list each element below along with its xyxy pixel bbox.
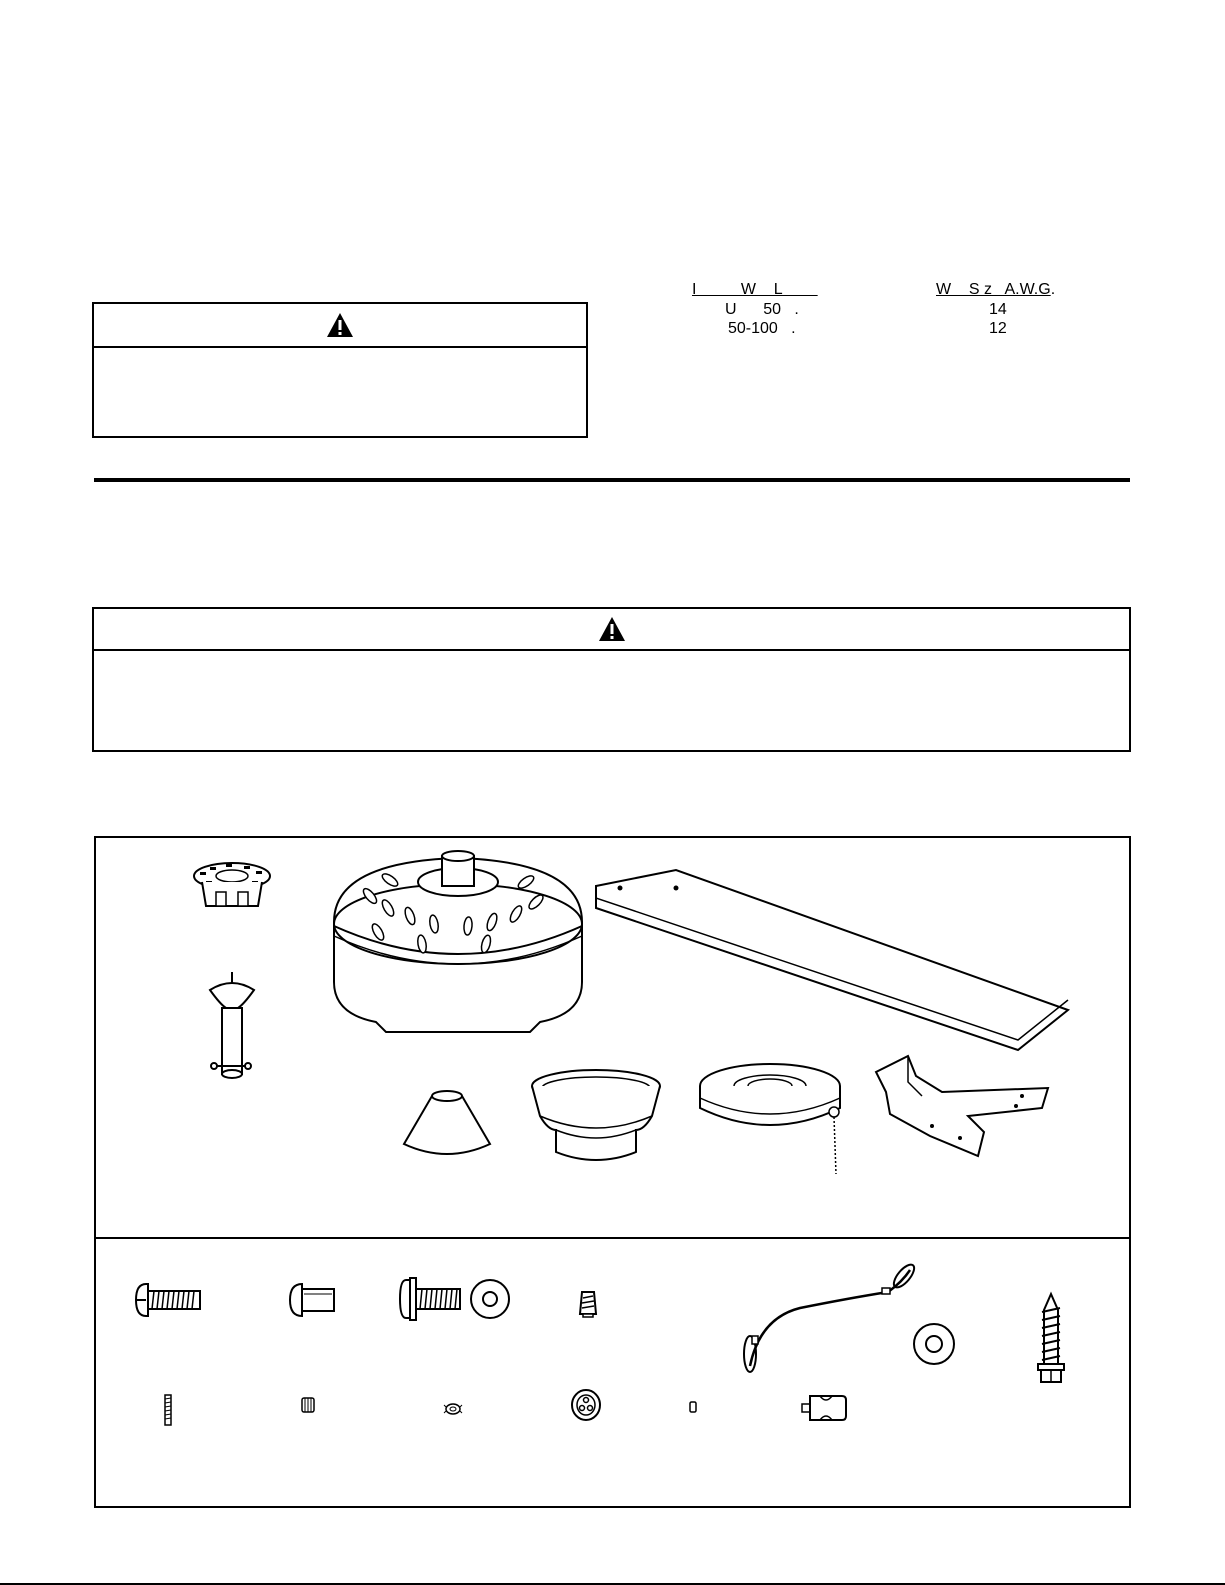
rivet-icon — [288, 1282, 338, 1318]
warning-box-top — [92, 302, 588, 438]
blade-screw-with-washer-icon — [398, 1274, 512, 1324]
pull-chain-connector-icon — [800, 1392, 848, 1424]
switch-housing-icon — [696, 1058, 850, 1176]
downrod-icon — [204, 972, 260, 1084]
wire-table-header-left — [692, 280, 818, 299]
mounting-bracket-icon — [192, 862, 272, 920]
wire-length-header: I W L — [692, 281, 818, 298]
flat-washer-icon — [912, 1322, 956, 1366]
screw-icon — [134, 1282, 204, 1318]
warning-triangle-icon — [326, 312, 354, 338]
wire-size-header: W S z A.W.G — [936, 281, 1051, 298]
blade-iron-icon — [872, 1052, 1054, 1162]
fan-blade-icon — [594, 868, 1074, 1056]
section-divider — [94, 478, 1130, 482]
wire-nut-icon — [578, 1290, 598, 1318]
warning-header — [94, 609, 1129, 651]
warning-triangle-icon — [598, 616, 626, 642]
wire-table-header-right: W S z A.W.G. — [936, 281, 1056, 298]
threaded-rod-icon — [164, 1394, 172, 1426]
switch-housing-cover-icon — [528, 1068, 664, 1166]
wire-row-2-length: 50-100 . — [728, 320, 796, 337]
wire-row-1-length: U 50 . — [725, 301, 799, 318]
set-screw-icon — [688, 1400, 698, 1414]
safety-cable-icon — [740, 1262, 916, 1378]
wire-row-1-gauge: 14 — [989, 301, 1007, 318]
parts-divider — [96, 1237, 1129, 1239]
knurled-nut-icon — [300, 1396, 316, 1414]
wire-row-2-gauge: 12 — [989, 320, 1007, 337]
lock-washer-icon — [444, 1402, 462, 1416]
warning-box-wide — [92, 607, 1131, 752]
canopy-cover-icon — [402, 1088, 492, 1158]
wood-screw-icon — [1036, 1292, 1066, 1384]
receiver-icon — [570, 1388, 602, 1422]
warning-header — [94, 304, 586, 348]
motor-housing-icon — [330, 852, 586, 1042]
